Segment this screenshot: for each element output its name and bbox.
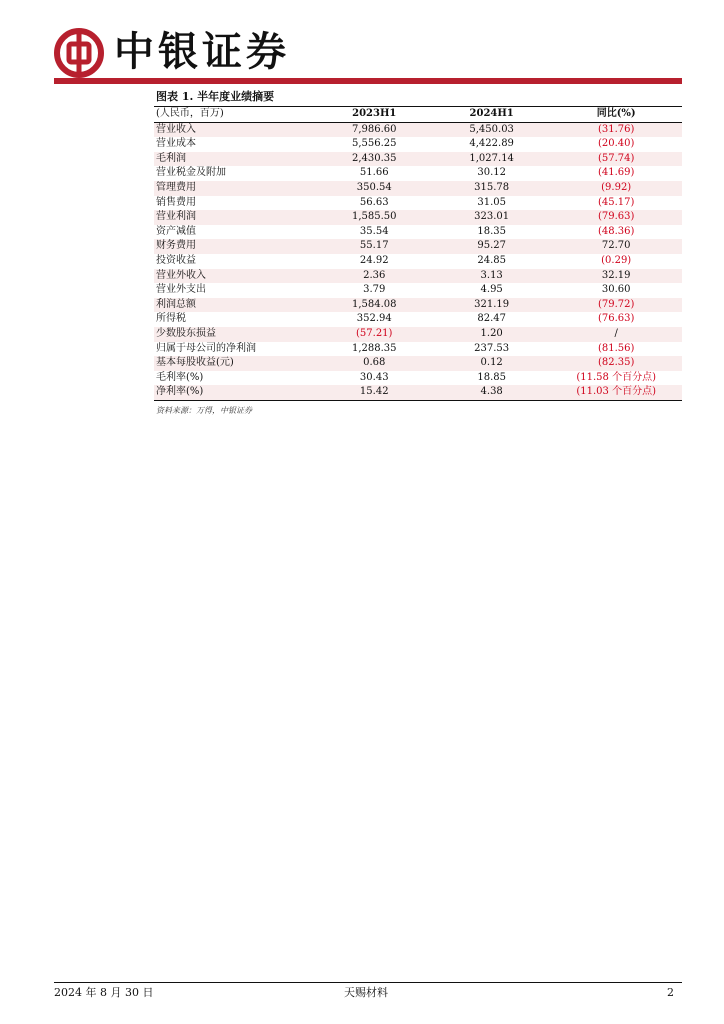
table-row	[154, 269, 682, 284]
value-2024h1: 315.78	[433, 181, 550, 196]
value-yoy: (11.03 个百分点)	[550, 385, 682, 400]
brand-name: 中银证券	[114, 29, 290, 75]
table-row	[154, 312, 682, 327]
row-label: 投资收益	[156, 254, 196, 266]
value-2023h1: 1,584.08	[316, 298, 433, 313]
value-2023h1: 1,288.35	[351, 342, 397, 354]
value-2023h1: 5,556.25	[351, 138, 397, 150]
row-label: 净利率(%)	[154, 385, 316, 400]
value-2023h1: 352.94	[356, 313, 392, 325]
value-yoy: (79.63)	[550, 210, 682, 225]
row-label: 营业外支出	[156, 284, 206, 296]
table-row	[154, 298, 682, 313]
row-label: 营业利润	[154, 210, 316, 225]
value-yoy: (11.58 个百分点)	[576, 371, 656, 383]
table-row	[154, 225, 682, 240]
row-label: 毛利润	[154, 152, 316, 167]
page-footer	[54, 985, 682, 1001]
value-yoy: 72.70	[550, 239, 682, 254]
value-yoy: /	[550, 327, 682, 342]
value-2023h1: 51.66	[359, 167, 389, 179]
row-label: 资产减值	[156, 225, 196, 237]
value-2024h1: 18.85	[477, 371, 506, 383]
value-2024h1: 323.01	[433, 210, 550, 225]
table-row	[154, 254, 682, 269]
row-label: 营业外收入	[154, 269, 316, 284]
value-2024h1: 4.95	[480, 284, 503, 296]
value-2023h1: 35.54	[359, 225, 389, 237]
value-yoy: (82.35)	[550, 356, 682, 371]
value-yoy: (41.69)	[597, 167, 635, 179]
table-row	[154, 342, 682, 357]
value-yoy: (79.72)	[550, 298, 682, 313]
value-yoy: (48.36)	[597, 225, 635, 237]
report-date: 2024 年 8 月 30 日	[54, 986, 154, 999]
value-yoy: (31.76)	[550, 122, 682, 137]
table-row	[154, 327, 682, 342]
table-row	[154, 371, 682, 386]
row-label: 营业税金及附加	[156, 167, 226, 179]
value-2023h1: 0.68	[316, 356, 433, 371]
value-2024h1: 5,450.03	[433, 122, 550, 137]
table-row	[154, 166, 682, 181]
column-header-2023h1: 2023H1	[316, 107, 433, 122]
figure-section	[154, 88, 682, 416]
value-2023h1: 2.36	[316, 269, 433, 284]
table-row	[154, 137, 682, 152]
value-yoy: (20.40)	[597, 138, 635, 150]
value-2024h1: 1,027.14	[433, 152, 550, 167]
value-yoy: (76.63)	[597, 313, 635, 325]
value-2023h1: (57.21)	[316, 327, 433, 342]
value-2023h1: 2,430.35	[316, 152, 433, 167]
table-row	[154, 122, 682, 137]
table-row	[154, 239, 682, 254]
value-2023h1: 55.17	[316, 239, 433, 254]
row-label: 销售费用	[156, 196, 196, 208]
row-label: 利润总额	[154, 298, 316, 313]
value-2023h1: 350.54	[316, 181, 433, 196]
value-2024h1: 30.12	[477, 167, 506, 179]
table-row	[154, 385, 682, 400]
row-label: 归属于母公司的净利润	[156, 342, 256, 354]
value-2023h1: 30.43	[359, 371, 389, 383]
value-2024h1: 0.12	[433, 356, 550, 371]
value-yoy: (57.74)	[550, 152, 682, 167]
row-label: 营业收入	[154, 122, 316, 137]
value-2023h1: 15.42	[316, 385, 433, 400]
value-yoy: (0.29)	[601, 254, 632, 266]
value-yoy: (81.56)	[597, 342, 635, 354]
row-label: 基本每股收益(元)	[154, 356, 316, 371]
table-row	[154, 152, 682, 167]
column-header-yoy: 同比(%)	[550, 107, 682, 122]
summary-table	[154, 107, 682, 401]
page-header	[54, 24, 684, 84]
value-2024h1: 237.53	[474, 342, 510, 354]
value-2024h1: 4.38	[433, 385, 550, 400]
value-2023h1: 1,585.50	[316, 210, 433, 225]
column-header-unit: (人民币，百万)	[154, 107, 316, 122]
value-2024h1: 3.13	[433, 269, 550, 284]
page-number: 2	[667, 986, 674, 999]
value-2024h1: 24.85	[477, 254, 506, 266]
table-header-row	[154, 107, 682, 122]
row-label: 营业成本	[156, 138, 196, 150]
column-header-2024h1: 2024H1	[433, 107, 550, 122]
row-label: 所得税	[156, 313, 186, 325]
value-2023h1: 7,986.60	[316, 122, 433, 137]
value-2024h1: 82.47	[477, 313, 506, 325]
bank-of-china-logo-icon	[54, 28, 104, 78]
table-row	[154, 210, 682, 225]
data-source-note: 资料来源：万得，中银证券	[156, 405, 252, 415]
value-2024h1: 4,422.89	[469, 138, 514, 150]
header-divider	[54, 78, 682, 84]
footer-divider	[54, 982, 682, 983]
value-2023h1: 24.92	[359, 254, 389, 266]
company-name: 天赐材料	[344, 986, 388, 999]
value-2023h1: 3.79	[363, 284, 386, 296]
figure-title: 图表 1. 半年度业绩摘要	[154, 88, 682, 107]
row-label: 财务费用	[154, 239, 316, 254]
value-2023h1: 56.63	[359, 196, 389, 208]
value-yoy: (45.17)	[597, 196, 635, 208]
table-row	[154, 283, 682, 298]
row-label: 管理费用	[154, 181, 316, 196]
value-2024h1: 321.19	[433, 298, 550, 313]
row-label: 少数股东损益	[154, 327, 316, 342]
value-yoy: (9.92)	[550, 181, 682, 196]
value-2024h1: 31.05	[477, 196, 506, 208]
table-row	[154, 356, 682, 371]
value-yoy: 30.60	[601, 284, 631, 296]
value-2024h1: 95.27	[433, 239, 550, 254]
table-row	[154, 196, 682, 211]
row-label: 毛利率(%)	[156, 371, 204, 383]
table-row	[154, 181, 682, 196]
value-2024h1: 18.35	[477, 225, 506, 237]
value-2024h1: 1.20	[433, 327, 550, 342]
value-yoy: 32.19	[550, 269, 682, 284]
